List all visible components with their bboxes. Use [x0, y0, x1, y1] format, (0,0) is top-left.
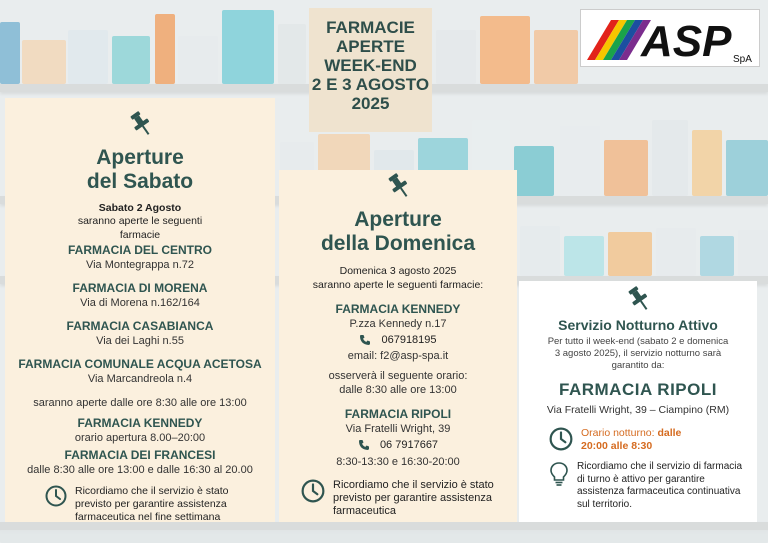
pharmacy-address: P.zza Kennedy n.17: [349, 318, 447, 330]
shelf-box: [560, 126, 600, 196]
shelf-box: [652, 120, 688, 196]
shelf-box: [68, 30, 108, 84]
sunday-heading: della Domenica: [320, 232, 476, 255]
shelf-box: [738, 230, 768, 276]
saturday-intro: saranno aperte le seguenti: [77, 215, 203, 227]
shelf-box: [112, 36, 150, 84]
shelf-box: [726, 140, 768, 196]
hours-from: dalle: [657, 427, 682, 439]
saturday-note: [45, 485, 261, 524]
shelf-box: [656, 228, 696, 276]
pharmacy-name: FARMACIA KENNEDY: [77, 416, 203, 430]
shelf-box: [520, 226, 560, 276]
night-intro: Per tutto il week-end (sabato 2 e domenica 3 agosto 2025), il servizio notturno sarà garantito da:: [547, 336, 729, 371]
clock-icon: [45, 485, 67, 507]
shelf-box: [178, 36, 218, 84]
pin-icon: [127, 110, 153, 138]
pin-icon: [625, 285, 651, 313]
pharmacy-name: FARMACIA DEL CENTRO: [68, 243, 212, 257]
email[interactable]: email: f2@asp-spa.it: [347, 350, 449, 362]
saturday-date: Sabato 2 Agosto: [98, 202, 182, 214]
phone-icon: [359, 334, 371, 346]
shelf-box: [278, 24, 306, 84]
shelf-box: [480, 16, 530, 84]
pharmacy-name: FARMACIA RIPOLI: [344, 407, 452, 421]
pharmacy-hours: dalle 8:30 alle ore 13:00 e dalle 16:30 al 20.00: [27, 464, 253, 476]
sunday-panel: [279, 170, 517, 522]
pharmacy-name: FARMACIA DEI FRANCESI: [64, 448, 216, 462]
pharmacy-hours: dalle 8:30 alle ore 13:00: [339, 384, 457, 396]
pharmacy-address: Via Montegrappa n.72: [85, 259, 195, 271]
phone-icon: [358, 439, 370, 451]
pharmacy-hours: orario apertura 8.00–20:00: [74, 432, 206, 444]
pharmacy-hours: 8:30-13:30 e 16:30-20:00: [336, 456, 460, 468]
phone-number[interactable]: 067918195: [381, 334, 437, 346]
shelf-box: [0, 530, 768, 543]
phone-line: [279, 439, 517, 451]
pharmacy-name: FARMACIA KENNEDY: [335, 302, 461, 316]
sunday-heading: Aperture: [354, 208, 442, 231]
shelf-box: [0, 22, 20, 84]
shelf-box: [155, 14, 175, 84]
title-line: FARMACIE: [326, 18, 415, 37]
saturday-intro: farmacie: [119, 229, 161, 241]
shelf-box: [222, 10, 274, 84]
hours-value: 20:00 alle 8:30: [581, 440, 653, 452]
shelf-box: [436, 30, 476, 84]
logo-sub: SpA: [733, 54, 752, 65]
pharmacy-name: FARMACIA DI MORENA: [72, 281, 208, 295]
night-pharmacy: FARMACIA RIPOLI: [559, 380, 717, 399]
shelf-box: [700, 236, 734, 276]
phone-line: [279, 334, 517, 346]
shelf-box: [604, 140, 648, 196]
note-text: Ricordiamo che il servizio è stato previsto per garantire assistenza farmaceutica: [333, 479, 494, 517]
phone-number[interactable]: 06 7917667: [379, 439, 439, 451]
shelf-box: [514, 146, 554, 196]
pin-icon: [385, 172, 411, 200]
hours-intro: osserverà il seguente orario:: [328, 370, 468, 382]
night-heading: Servizio Notturno Attivo: [558, 317, 718, 333]
hours-label: Orario notturno:: [581, 427, 655, 439]
night-note: [549, 461, 745, 511]
sunday-intro: saranno aperte le seguenti farmacie:: [312, 279, 484, 291]
title-line: 2025: [351, 94, 390, 113]
saturday-hours: saranno aperte dalle ore 8:30 alle ore 13:00: [33, 397, 247, 409]
lightbulb-icon: [549, 461, 569, 487]
sunday-note: [301, 479, 503, 518]
pharmacy-address: Via Marcandreola n.4: [87, 373, 193, 385]
saturday-heading: del Sabato: [86, 170, 194, 193]
night-service-panel: [519, 281, 757, 522]
pharmacy-address: Via dei Laghi n.55: [96, 335, 184, 347]
pharmacy-address: Via di Morena n.162/164: [80, 297, 200, 309]
clock-icon: [549, 427, 573, 451]
shelf-box: [692, 130, 722, 196]
pharmacy-name: FARMACIA COMUNALE ACQUA ACETOSA: [18, 357, 262, 371]
title-line: 2 E 3 AGOSTO: [311, 75, 430, 94]
shelf-box: [564, 236, 604, 276]
shelf-box: [608, 232, 652, 276]
clock-icon: [301, 479, 325, 503]
shelf-box: [534, 30, 578, 84]
saturday-heading: Aperture: [96, 146, 184, 169]
night-hours: [549, 427, 747, 453]
title-box: [309, 8, 432, 132]
night-address: Via Fratelli Wright, 39 – Ciampino (RM): [546, 404, 730, 416]
title-line: APERTE: [336, 37, 405, 56]
note-text: Ricordiamo che il servizio è stato previsto per garantire assistenza farmaceutica nel fine settimana: [75, 485, 229, 523]
asp-logo: [580, 9, 760, 67]
title-line: WEEK-END: [324, 56, 417, 75]
pharmacy-address: Via Fratelli Wright, 39: [345, 423, 451, 435]
shelf-box: [22, 40, 66, 84]
note-text: Ricordiamo che il servizio di farmacia di turno è attivo per garantire assistenza farmaceutica continuativa sul territorio.: [577, 461, 743, 510]
sunday-intro: Domenica 3 agosto 2025: [339, 265, 457, 277]
logo-text: ASP: [641, 17, 732, 66]
pharmacy-name: FARMACIA CASABIANCA: [66, 319, 214, 333]
saturday-panel: [5, 98, 275, 522]
